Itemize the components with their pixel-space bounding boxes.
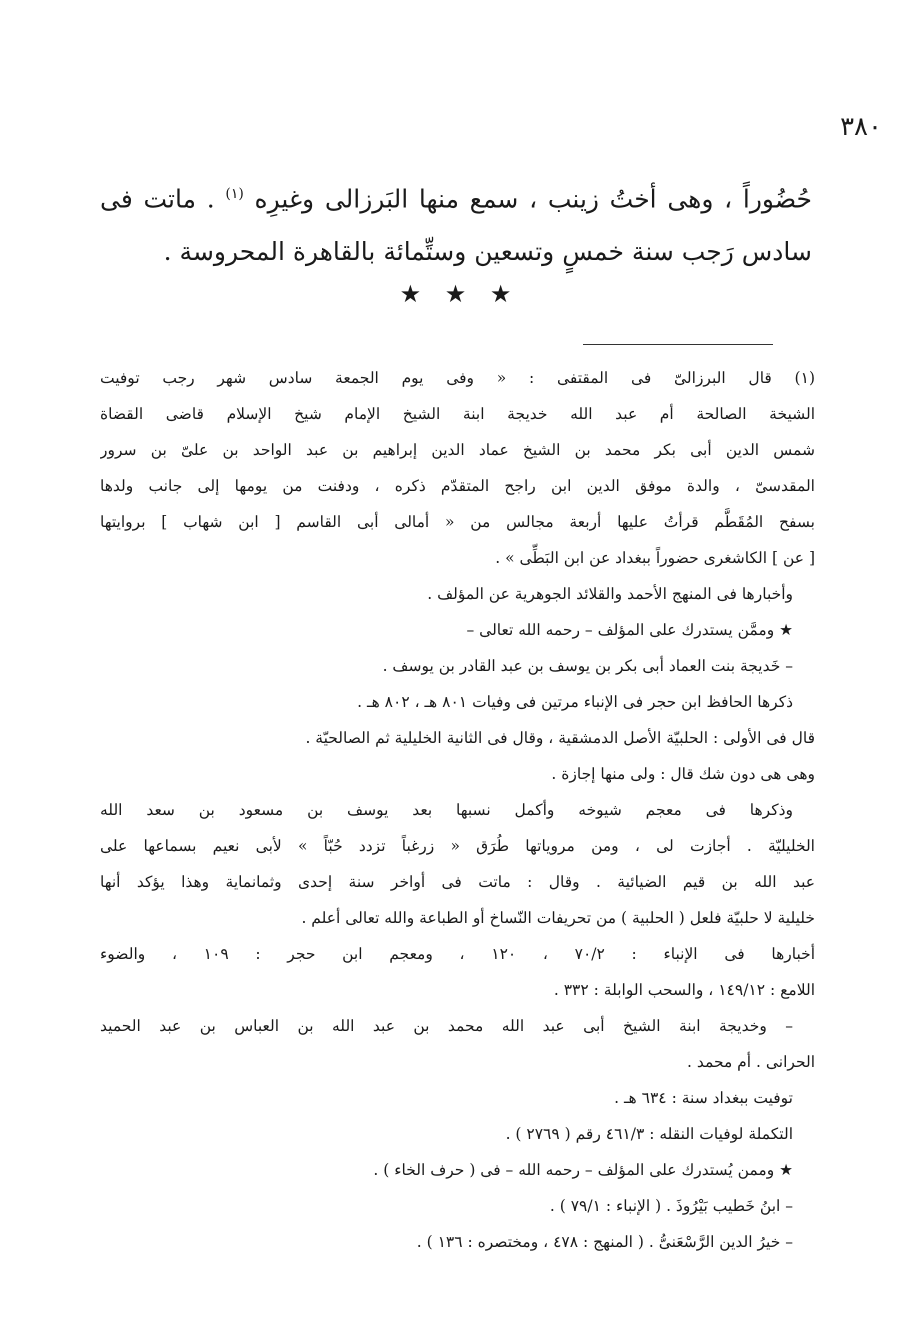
footnote-line: – خيرُ الدين الرَّسْعَنىُّ . ( المنهج : ٤٧٨ ، ومختصره : ١٣٦ ) . [416,1233,793,1251]
main-text-line-1-end: . ماتت فى [100,184,215,214]
footnote-line: الحرانى . أم محمد . [687,1053,815,1071]
footnote-line: – خَديجة بنت العماد أبى بكر بن يوسف بن عبد القادر بن يوسف . [382,657,793,675]
footnote-line: الخليليّة . أجازت لى ، ومن مروياتها طُرَق « زرغباً تزدد حُبّاً » لأبى نعيم بسماعها على [100,837,815,855]
main-text-line-1 [100,168,812,225]
footnote-line: [ عن ] الكاشغرى حضوراً ببغداد عن ابن البَطِّى » . [495,549,815,567]
page-number: ٣٨٠ [840,112,882,142]
footnote-line: عبد الله بن قيم الضيائية . وقال : ماتت فى أواخر سنة إحدى وثمانماية وهذا يؤكد أنها [100,873,815,891]
footnote-line: توفيت ببغداد سنة : ٦٣٤ هـ . [614,1089,793,1107]
footnote-line: بسفح المُقَطَّم قرأتُ عليها أربعة مجالس من « أمالى أبى القاسم [ ابن شهاب ] بروايتها [100,513,815,531]
main-text-line-2: سادس رَجب سنة خمسٍ وتسعين وستِّمائة بالقاهرة المحروسة . [163,237,812,267]
footnote-line: خليلية لا حلبيّة فلعل ( الحلبية ) من تحريفات النّساخ أو الطباعة والله تعالى أعلم . [301,909,815,927]
footnote-rule [583,344,773,345]
footnote-line: – وخديجة ابنة الشيخ أبى عبد الله محمد بن عبد الله بن العباس بن عبد الحميد [100,1017,793,1035]
footnote-line: التكملة لوفيات النقله : ٤٦١/٣ رقم ( ٢٧٦٩ ) . [505,1125,793,1143]
footnote-line: (١) قال البرزالىّ فى المقتفى : « وفى يوم الجمعة سادس شهر رجب توفيت [100,369,815,387]
footnote-line: وهى هى دون شك قال : ولى منها إجازة . [551,765,815,783]
footnote-line: وذكرها فى معجم شيوخه وأكمل نسبها بعد يوسف بن مسعود بن سعد الله [100,801,793,819]
footnote-reference: (١) [225,186,244,202]
footnote-line: ★ وممن يُستدرك على المؤلف – رحمه الله – فى ( حرف الخاء ) . [373,1161,793,1179]
footnote-line: وأخبارها فى المنهج الأحمد والقلائد الجوهرية عن المؤلف . [427,585,793,603]
footnote-line: المقدسىّ ، والدة موفق الدين ابن راجح المتقدّم ذكره ، ودفنت من يومها إلى جانب ولدها [100,477,815,495]
footnote-line: ★ وممَّن يستدرك على المؤلف – رحمه الله تعالى – [466,621,793,639]
footnote-line: اللامع : ١٤٩/١٢ ، والسحب الوابلة : ٣٣٢ . [553,981,815,999]
section-separator: ★ ★ ★ [399,280,520,308]
footnote-line: – ابنُ خَطيب بَيْرُوذَ . ( الإنباء : ٧٩/١ ) . [549,1197,793,1215]
footnote-line: ذكرها الحافظ ابن حجر فى الإنباء مرتين فى وفيات ٨٠١ هـ ، ٨٠٢ هـ . [357,693,793,711]
footnote-line: قال فى الأولى : الحلبيّة الأصل الدمشقية ، وقال فى الثانية الخليلية ثم الصالحيّة . [305,729,815,747]
footnote-line: الشيخة الصالحة أم عبد الله خديجة ابنة الشيخ الإمام شيخ الإسلام قاضى القضاة [100,405,815,423]
main-text [100,168,812,278]
footnote-line: شمس الدين أبى بكر محمد بن الشيخ عماد الدين إبراهيم بن عبد الواحد بن علىّ بن سرور [100,441,815,459]
main-text-line-1-body: حُضُوراً ، وهى أختُ زينب ، سمع منها البَرزالى وغيرِه [254,184,812,214]
footnote-line: أخبارها فى الإنباء : ٧٠/٢ ، ١٢٠ ، ومعجم ابن حجر : ١٠٩ ، والضوء [100,945,815,963]
